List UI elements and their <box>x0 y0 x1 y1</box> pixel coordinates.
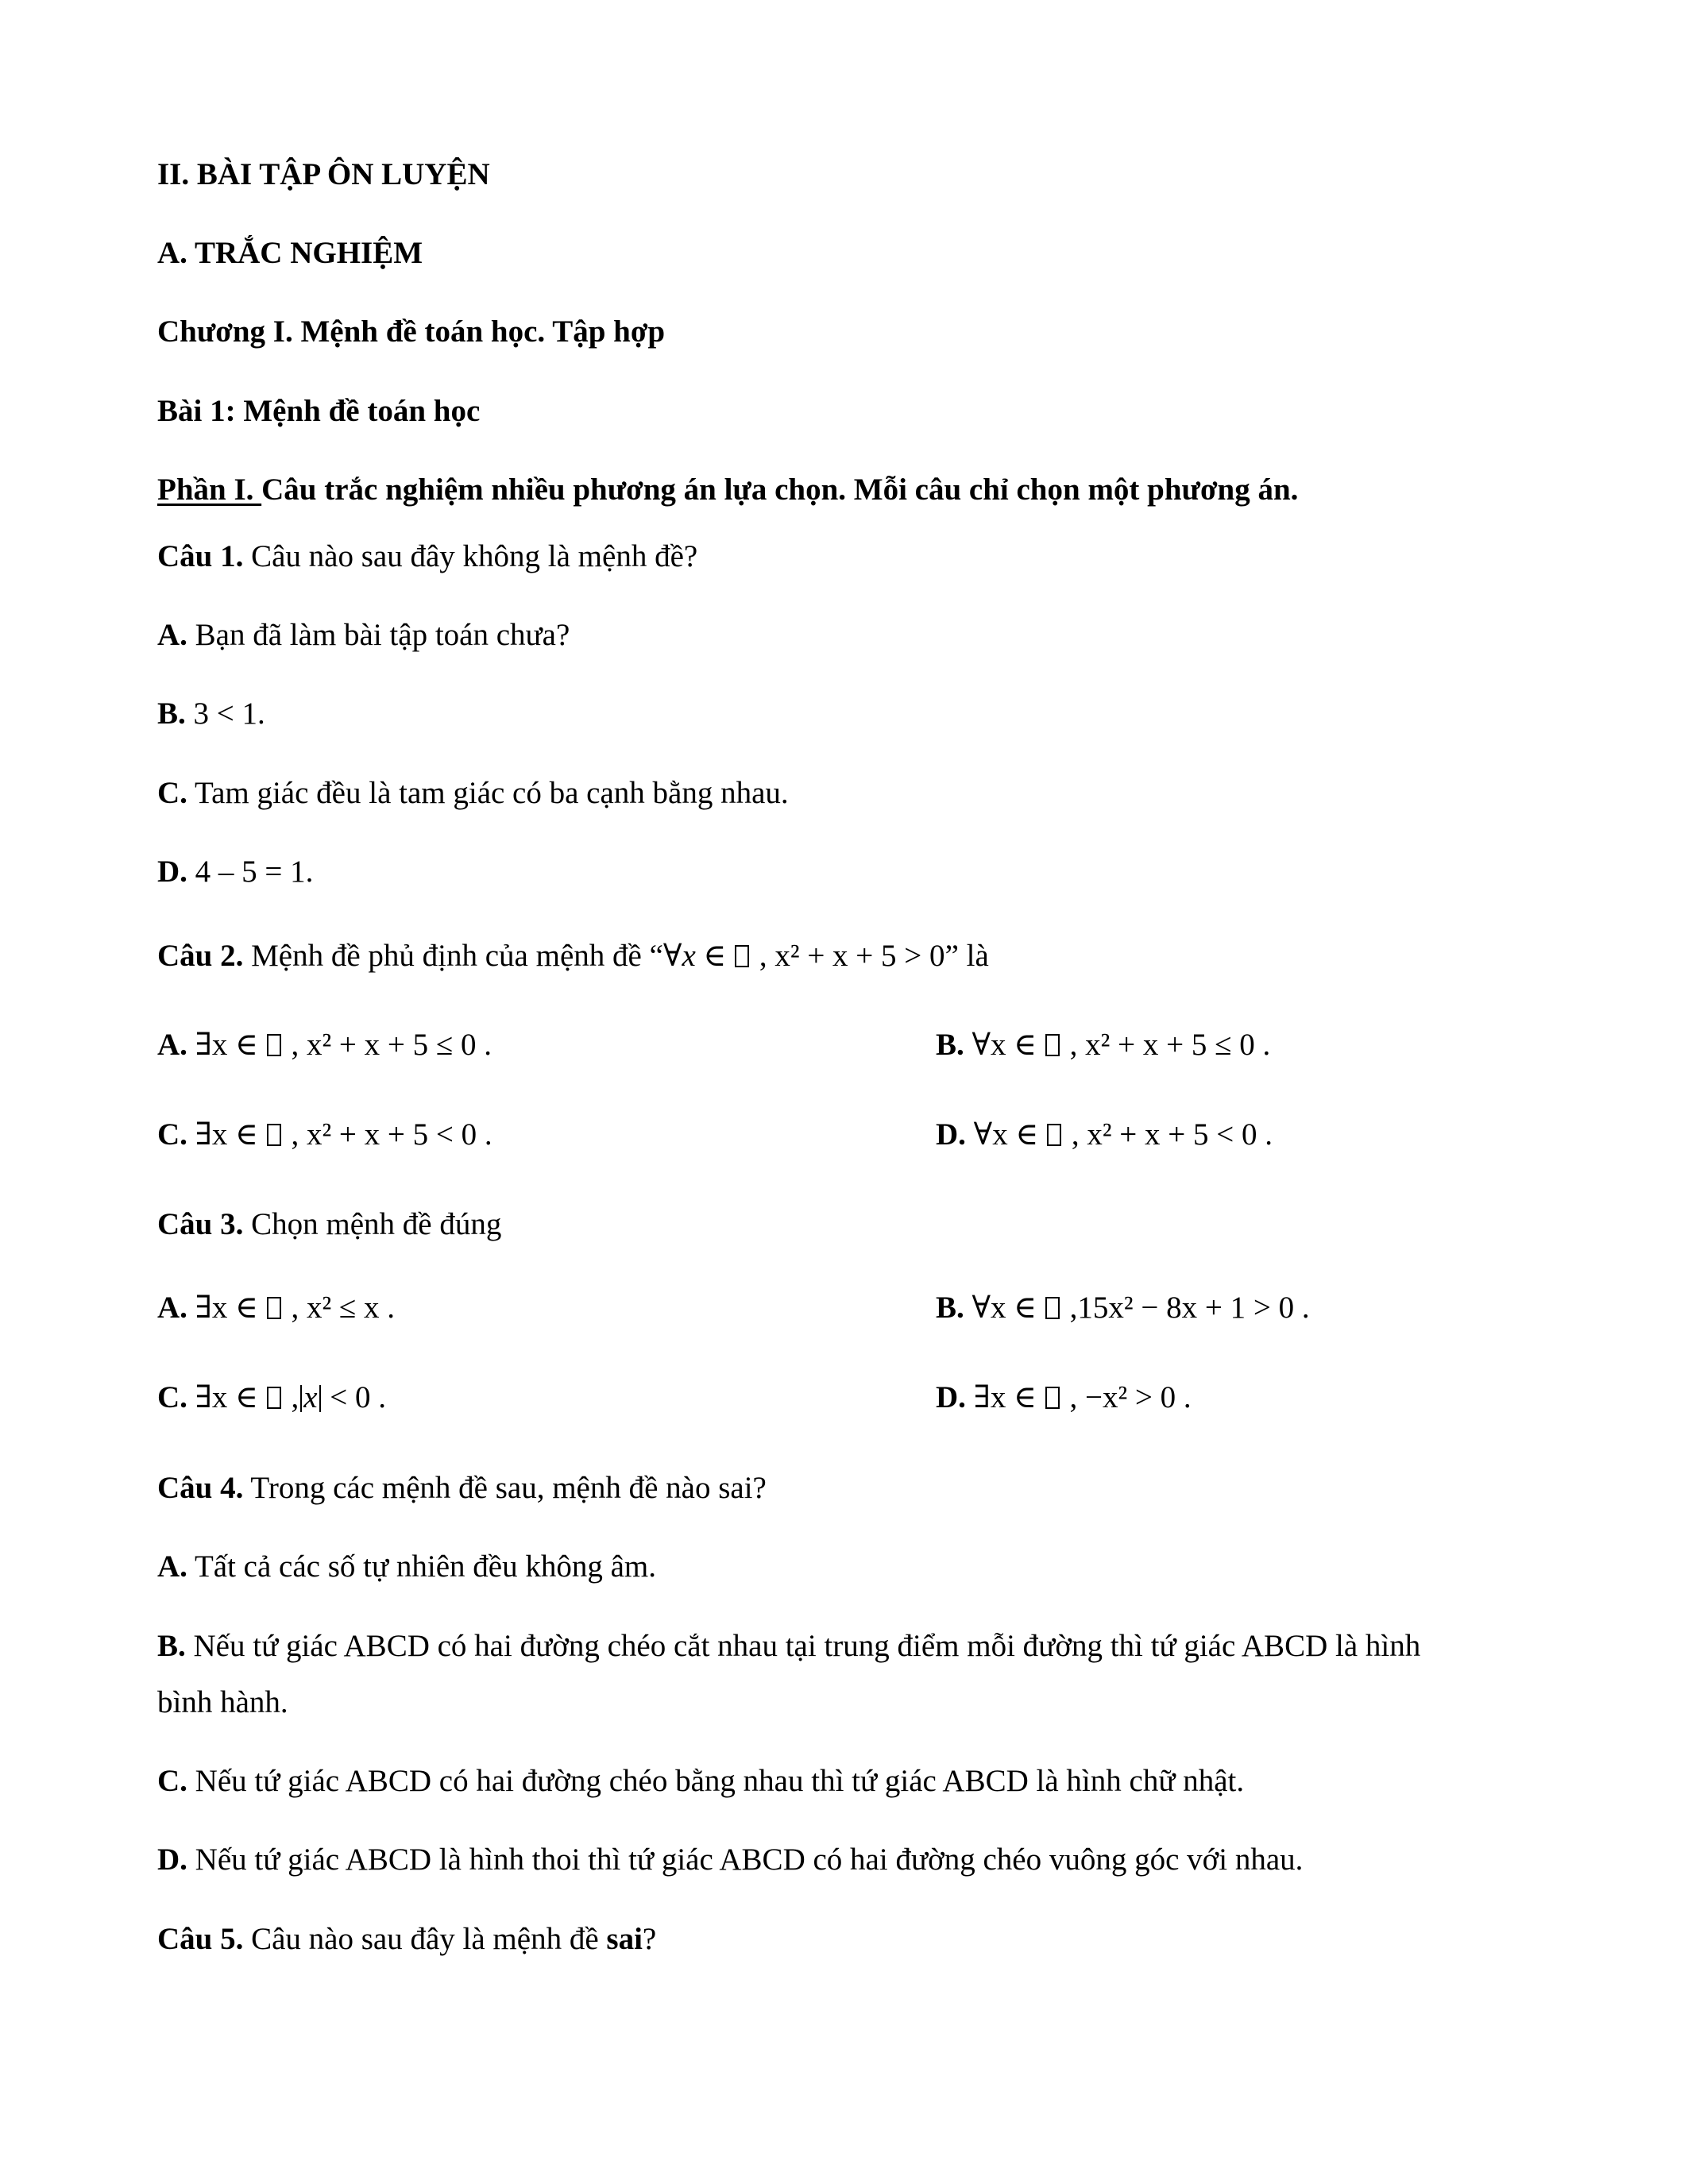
question-5-text: Câu nào sau đây là mệnh đề <box>243 1922 607 1956</box>
missing-set-symbol-icon <box>1045 1387 1060 1409</box>
absolute-bar <box>300 1385 302 1412</box>
option-label: B. <box>936 1291 964 1325</box>
option-label: C. <box>157 776 187 810</box>
question-5 <box>157 1920 656 1958</box>
option-text: ∀x ∈ <box>964 1028 1045 1062</box>
question-2-text: Mệnh đề phủ định của mệnh đề “ <box>243 939 663 973</box>
q2-option-c <box>157 1116 492 1154</box>
missing-set-symbol-icon <box>1047 1124 1061 1146</box>
q3-option-c <box>157 1379 386 1417</box>
option-text: ∀x ∈ <box>964 1291 1045 1325</box>
option-text: ∃x ∈ <box>187 1291 266 1325</box>
option-text: Tam giác đều là tam giác có ba cạnh bằng nhau. <box>187 776 789 810</box>
question-3-label: Câu 3. <box>157 1207 244 1241</box>
option-label: A. <box>157 618 187 652</box>
q2-option-a <box>157 1026 492 1064</box>
document-page <box>157 0 1539 2184</box>
question-2 <box>157 937 989 975</box>
q2-option-b <box>936 1026 1270 1064</box>
section-heading: II. BÀI TẬP ÔN LUYỆN <box>157 157 490 191</box>
subsection-heading: A. TRẮC NGHIỆM <box>157 236 423 270</box>
question-5-label: Câu 5. <box>157 1922 244 1956</box>
q2-option-d <box>936 1116 1273 1154</box>
option-text: < 0 . <box>322 1380 387 1414</box>
question-5-text-end: ? <box>642 1922 657 1956</box>
missing-set-symbol-icon <box>1045 1297 1060 1319</box>
question-4-label: Câu 4. <box>157 1471 244 1505</box>
option-text: ∃x ∈ <box>187 1117 266 1152</box>
question-2-label: Câu 2. <box>157 939 244 973</box>
option-text: Bạn đã làm bài tập toán chưa? <box>187 618 570 652</box>
q1-option-b <box>157 695 265 733</box>
question-1-label: Câu 1. <box>157 539 244 573</box>
missing-set-symbol-icon <box>735 945 749 967</box>
absolute-bar <box>319 1385 321 1412</box>
option-label: B. <box>157 1629 186 1663</box>
part-heading <box>157 471 1298 509</box>
expression-rest: , x² + x + 5 > 0 <box>751 939 945 973</box>
option-text: ∃x ∈ <box>187 1028 266 1062</box>
q1-option-c <box>157 774 789 812</box>
part-label: Phần I. <box>157 473 262 507</box>
option-label: B. <box>936 1028 964 1062</box>
option-text: , x² ≤ x . <box>283 1291 396 1325</box>
option-label: D. <box>936 1380 966 1414</box>
element-of: ∈ <box>695 939 735 973</box>
option-text: , −x² > 0 . <box>1061 1380 1192 1414</box>
question-5-bold-word: sai <box>606 1922 643 1956</box>
option-text: Nếu tứ giác ABCD có hai đường chéo cắt nhau tại trung điểm mỗi đường thì tứ giác ABCD là hình <box>185 1629 1421 1663</box>
missing-set-symbol-icon <box>267 1387 281 1409</box>
option-text: 4 – 5 = 1. <box>187 855 314 889</box>
missing-set-symbol-icon <box>267 1297 281 1319</box>
lesson-heading: Bài 1: Mệnh đề toán học <box>157 394 481 428</box>
question-2-text-end: ” là <box>944 939 989 973</box>
q1-option-d <box>157 853 313 891</box>
option-label: C. <box>157 1380 187 1414</box>
q3-option-a <box>157 1289 395 1327</box>
missing-set-symbol-icon <box>1045 1034 1060 1056</box>
q4-option-c <box>157 1762 1244 1800</box>
option-text: 3 < 1. <box>185 696 265 731</box>
question-1-text: Câu nào sau đây không là mệnh đề? <box>243 539 698 573</box>
option-text: ,15x² − 8x + 1 > 0 . <box>1061 1291 1310 1325</box>
forall-symbol: ∀ <box>662 939 682 973</box>
option-text: Tất cả các số tự nhiên đều không âm. <box>187 1549 656 1584</box>
option-label: A. <box>157 1028 187 1062</box>
option-label: D. <box>157 1843 187 1877</box>
q4-option-b <box>157 1627 1420 1665</box>
q3-option-b <box>936 1289 1310 1327</box>
option-label: C. <box>157 1764 187 1798</box>
q3-option-d <box>936 1379 1192 1417</box>
option-label: D. <box>936 1117 966 1152</box>
option-text: Nếu tứ giác ABCD có hai đường chéo bằng nhau thì tứ giác ABCD là hình chữ nhật. <box>187 1764 1245 1798</box>
option-text: , x² + x + 5 < 0 . <box>1064 1117 1273 1152</box>
option-label: A. <box>157 1291 187 1325</box>
option-label: D. <box>157 855 187 889</box>
option-text: ∀x ∈ <box>965 1117 1047 1152</box>
option-text: Nếu tứ giác ABCD là hình thoi thì tứ giác ABCD có hai đường chéo vuông góc với nhau. <box>187 1843 1304 1877</box>
q4-option-d <box>157 1841 1303 1879</box>
option-text: , <box>283 1380 299 1414</box>
question-4-text: Trong các mệnh đề sau, mệnh đề nào sai? <box>243 1471 767 1505</box>
q4-option-b-continued: bình hành. <box>157 1685 288 1719</box>
variable: x <box>682 939 696 973</box>
question-4 <box>157 1469 767 1507</box>
variable: x <box>303 1380 318 1414</box>
option-label: C. <box>157 1117 187 1152</box>
question-3-text: Chọn mệnh đề đúng <box>243 1207 502 1241</box>
missing-set-symbol-icon <box>267 1124 281 1146</box>
chapter-heading: Chương I. Mệnh đề toán học. Tập hợp <box>157 314 666 349</box>
option-text: ∃x ∈ <box>187 1380 266 1414</box>
missing-set-symbol-icon <box>267 1034 281 1056</box>
question-1 <box>157 538 697 576</box>
question-3 <box>157 1206 501 1244</box>
part-text: Câu trắc nghiệm nhiều phương án lựa chọn. Mỗi câu chỉ chọn một phương án. <box>261 473 1299 507</box>
option-text: , x² + x + 5 ≤ 0 . <box>1061 1028 1271 1062</box>
option-text: , x² + x + 5 ≤ 0 . <box>283 1028 492 1062</box>
option-label: B. <box>157 696 186 731</box>
option-text: ∃x ∈ <box>965 1380 1045 1414</box>
q4-option-a <box>157 1548 656 1586</box>
option-label: A. <box>157 1549 187 1584</box>
option-text: , x² + x + 5 < 0 . <box>283 1117 492 1152</box>
q1-option-a <box>157 616 570 654</box>
